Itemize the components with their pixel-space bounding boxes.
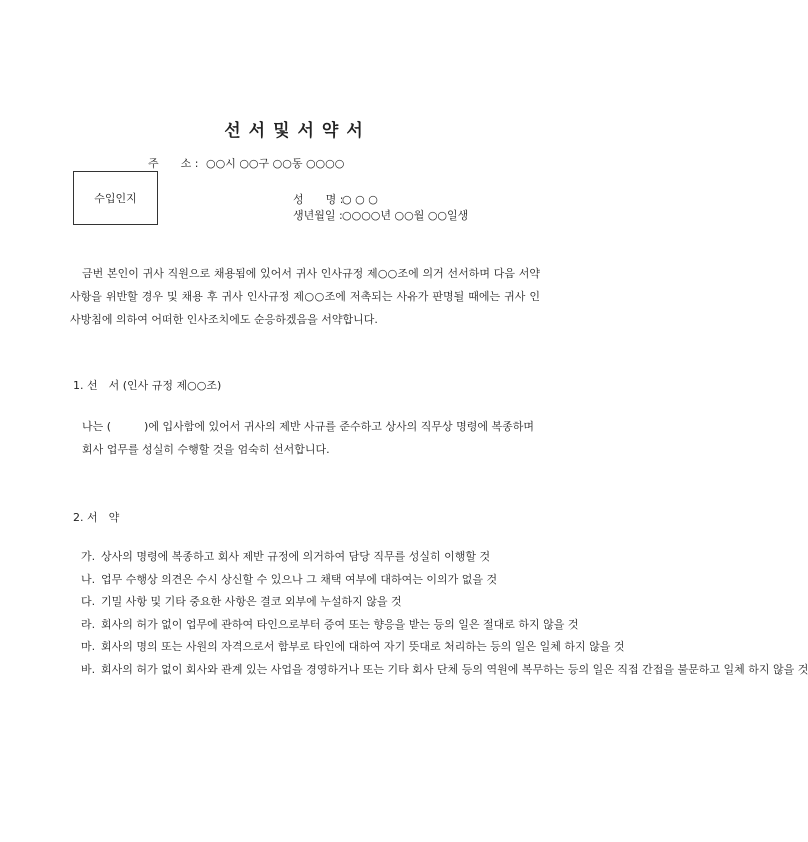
pledge-item	[81, 546, 541, 568]
pledge-text: 업무 수행상 의견은 수시 상신할 수 있으나 그 채택 여부에 대하여는 이의가 없을 것	[101, 572, 498, 586]
pledge-text: 회사의 허가 없이 업무에 관하여 타인으로부터 증여 또는 향응을 받는 등의 일은 절대로 하지 않을 것	[101, 617, 579, 631]
section1-heading: 1. 선 서 (인사 규정 제○○조)	[73, 379, 222, 392]
pledge-item	[81, 591, 541, 613]
revenue-stamp-box	[73, 171, 158, 225]
pledge-list	[81, 546, 808, 681]
pledge-text: 상사의 명령에 복종하고 회사 제반 규정에 의거하여 담당 직무를 성실히 이행할 것	[101, 550, 491, 563]
pledge-item	[81, 636, 625, 658]
address-label: 주 소 :	[148, 157, 199, 170]
pledge-marker: 나.	[81, 572, 96, 586]
address-value: ○○시 ○○구 ○○동 ○○○○	[206, 157, 345, 170]
section2-heading: 2. 서 약	[73, 511, 120, 524]
pledge-text: 기밀 사항 및 기타 중요한 사항은 결코 외부에 누설하지 않을 것	[101, 595, 402, 608]
pledge-marker: 다.	[81, 595, 96, 608]
document-title: 선서및서약서	[224, 121, 371, 141]
pledge-item	[81, 569, 541, 591]
birth-line	[293, 207, 468, 223]
pledge-marker: 마.	[81, 640, 96, 653]
birth-value: ○○○○년 ○○월 ○○일생	[342, 209, 469, 222]
pledge-text: 회사의 명의 또는 사원의 자격으로서 함부로 타인에 대하여 자기 뜻대로 처리하는 등의 일은 일체 하지 않을 것	[101, 640, 625, 653]
name-value: ○ ○ ○	[342, 193, 378, 206]
pledge-item	[81, 614, 579, 636]
intro-paragraph: 금번 본인이 귀사 직원으로 채용됨에 있어서 귀사 인사규정 제○○조에 의거 선서하며 다음 서약 사항을 위반할 경우 및 채용 후 귀사 인사규정 제○○조에 저촉되는 사유가 판명될 때에는 귀사 인사방침에 의하여 어떠한 인사조치에도 순응하겠음을 서약합니다.	[70, 267, 540, 326]
pledge-marker: 바.	[81, 662, 96, 676]
pledge-text: 회사의 허가 없이 회사와 관계 있는 사업을 경영하거나 또는 기타 회사 단체 등의 역원에 복무하는 등의 일은 직접 간접을 불문하고 일체 하지 않을 것	[101, 662, 808, 676]
name-label: 성 명 :	[293, 193, 344, 206]
name-line	[293, 191, 378, 207]
pledge-item	[81, 659, 808, 681]
stamp-label: 수입인지	[94, 192, 137, 205]
pledge-marker: 가.	[81, 550, 96, 563]
address-line	[148, 155, 344, 171]
birth-label: 생년월일 :	[293, 209, 343, 222]
pledge-marker: 라.	[81, 617, 96, 631]
section1-text: 나는 ( )에 입사함에 있어서 귀사의 제반 사규를 준수하고 상사의 직무상 명령에 복종하며 회사 업무를 성실히 수행할 것을 엄숙히 선서합니다.	[82, 420, 534, 456]
